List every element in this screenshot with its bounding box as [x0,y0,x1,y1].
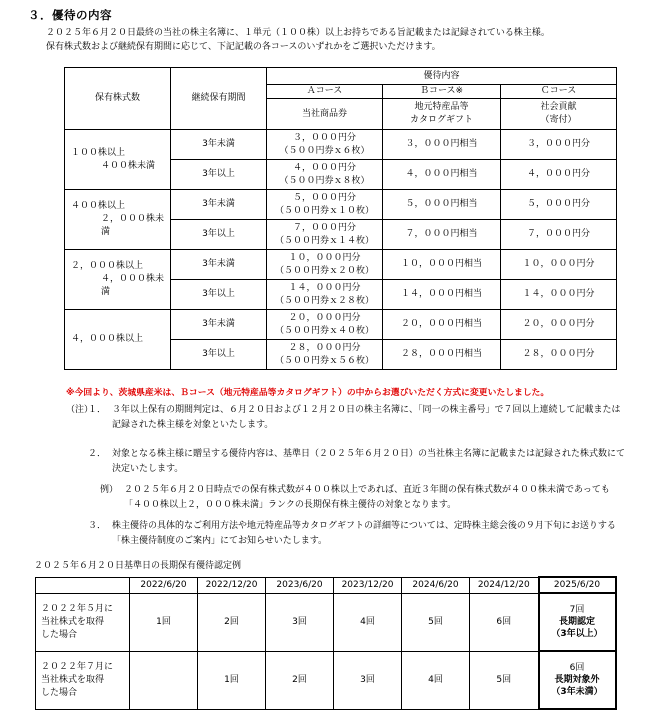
result-cell: 6回 長期対象外 （3年未満） [539,651,616,709]
header-course-b: Ｂコース※ [383,85,501,99]
course-c-cell: ４，０００円分 [501,160,617,190]
notes-section [66,403,626,549]
course-b-cell: ２０，０００円相当 [383,310,501,340]
shares-cell: ２，０００株以上 ４，０００株未満 [65,250,171,310]
note-number: ３． [88,521,107,531]
note-label: （注） [66,405,94,415]
count-cell: 1回 [130,593,198,651]
count-cell: 5回 [402,593,470,651]
count-cell: 2回 [266,651,334,709]
header-course-c: Ｃコース [501,85,617,99]
certification-title: ２０２５年６月２０日基準日の長期保有優待認定例 [34,561,242,571]
course-a-cell: ４，０００円分 （５００円券ｘ８枚） [267,160,383,190]
course-c-cell: ２０，０００円分 [501,310,617,340]
header-blank [36,577,130,593]
case-label: ２０２２年７月に 当社株式を取得 した場合 [36,651,130,709]
header-period: 継続保有期間 [171,68,267,130]
count-cell: 4回 [334,593,402,651]
date-header: 2023/6/20 [266,577,334,593]
course-b-cell: ５，０００円相当 [383,190,501,220]
count-cell [130,651,198,709]
note-item [66,519,626,549]
course-a-cell: ３，０００円分 （５００円券ｘ６枚） [267,130,383,160]
course-a-cell: ５，０００円分 （５００円券ｘ１０枚） [267,190,383,220]
count-cell: 1回 [198,651,266,709]
course-b-cell: １４，０００円相当 [383,280,501,310]
section-title: ３．優待の内容 [28,8,112,22]
note-text: 株主優待の具体的なご利用方法や地元特産品等カタログギフトの詳細等については、定時株主総会後の９月下旬にお送りする「株主優待制度のご案内」にてお知らせいたします。 [112,521,616,546]
course-b-cell: ３，０００円相当 [383,130,501,160]
count-cell: 4回 [402,651,470,709]
course-a-cell: ２８，０００円分 （５００円券ｘ５６枚） [267,340,383,370]
result-cell: 7回 長期認定 （3年以上） [539,593,616,651]
period-cell: 3年以上 [171,280,267,310]
count-cell: 5回 [470,651,539,709]
count-cell: 3回 [334,651,402,709]
date-header: 2024/12/20 [470,577,539,593]
period-cell: 3年未満 [171,310,267,340]
note-text: ３年以上保有の期間判定は、６月２０日および１２月２０日の株主名簿に、「同一の株主番号」で７回以上連続して記載または記録された株主様を対象といたします。 [112,405,621,430]
date-header: 2024/6/20 [402,577,470,593]
period-cell: 3年以上 [171,340,267,370]
header-benefit: 優待内容 [267,68,617,85]
period-cell: 3年未満 [171,130,267,160]
header-shares: 保有株式数 [65,68,171,130]
course-a-cell: ２０，０００円分 （５００円券ｘ４０枚） [267,310,383,340]
example-text: ２０２５年６月２０日時点での保有株式数が４００株以上であれば、直近３年間の保有株式数が４００株未満であっても「４００株以上２，０００株未満」ランクの長期保有株主優待の対象となります。 [124,485,610,510]
intro-line: 保有株式数および継続保有期間に応じて、下記記載の各コースのいずれかをご選択いただけます。 [46,42,441,52]
intro-paragraph [46,26,636,54]
header-course-a-sub: 当社商品券 [267,99,383,130]
shares-cell: １００株以上 ４００株未満 [65,130,171,190]
note-item [66,447,626,477]
date-header: 2022/6/20 [130,577,198,593]
note-number: １． [88,405,107,415]
course-c-cell: ７，０００円分 [501,220,617,250]
period-cell: 3年以上 [171,220,267,250]
course-b-cell: １０，０００円相当 [383,250,501,280]
case-label: ２０２２年５月に 当社株式を取得 した場合 [36,593,130,651]
count-cell: 2回 [198,593,266,651]
certification-table [35,576,617,710]
red-notice: ※今回より、茨城県産米は、Ｂコース（地元特産品等カタログギフト）の中からお選びいただく方式に変更いたしました。 [66,388,550,398]
period-cell: 3年未満 [171,250,267,280]
course-a-cell: １０，０００円分 （５００円券ｘ２０枚） [267,250,383,280]
shares-cell: ４００株以上 ２，０００株未満 [65,190,171,250]
example-label: 例） [99,485,118,495]
course-a-cell: ７，０００円分 （５００円券ｘ１４枚） [267,220,383,250]
intro-line: ２０２５年６月２０日最終の当社の株主名簿に、１単元（１００株）以上お持ちである旨記載または記録されている株主様。 [46,28,550,38]
header-course-c-sub: 社会貢献 （寄付） [501,99,617,130]
course-b-cell: ７，０００円相当 [383,220,501,250]
date-header: 2023/12/20 [334,577,402,593]
header-course-b-sub: 地元特産品等 カタログギフト [383,99,501,130]
count-cell: 6回 [470,593,539,651]
period-cell: 3年以上 [171,160,267,190]
course-b-cell: ２８，０００円相当 [383,340,501,370]
note-text: 対象となる株主様に贈呈する優待内容は、基準日（２０２５年６月２０日）の当社株主名簿に記載または記録された株式数にて決定いたします。 [112,449,626,474]
note-number: ２． [88,449,107,459]
course-b-cell: ４，０００円相当 [383,160,501,190]
shares-cell: ４，０００株以上 [65,310,171,370]
course-c-cell: １０，０００円分 [501,250,617,280]
date-header-target: 2025/6/20 [539,577,616,593]
date-header: 2022/12/20 [198,577,266,593]
course-a-cell: １４，０００円分 （５００円券ｘ２８枚） [267,280,383,310]
period-cell: 3年未満 [171,190,267,220]
count-cell: 3回 [266,593,334,651]
benefit-table [64,67,617,370]
course-c-cell: ５，０００円分 [501,190,617,220]
course-c-cell: １４，０００円分 [501,280,617,310]
course-c-cell: ３，０００円分 [501,130,617,160]
header-course-a: Ａコース [267,85,383,99]
course-c-cell: ２８，０００円分 [501,340,617,370]
example-note [66,483,626,513]
note-item [66,403,626,433]
